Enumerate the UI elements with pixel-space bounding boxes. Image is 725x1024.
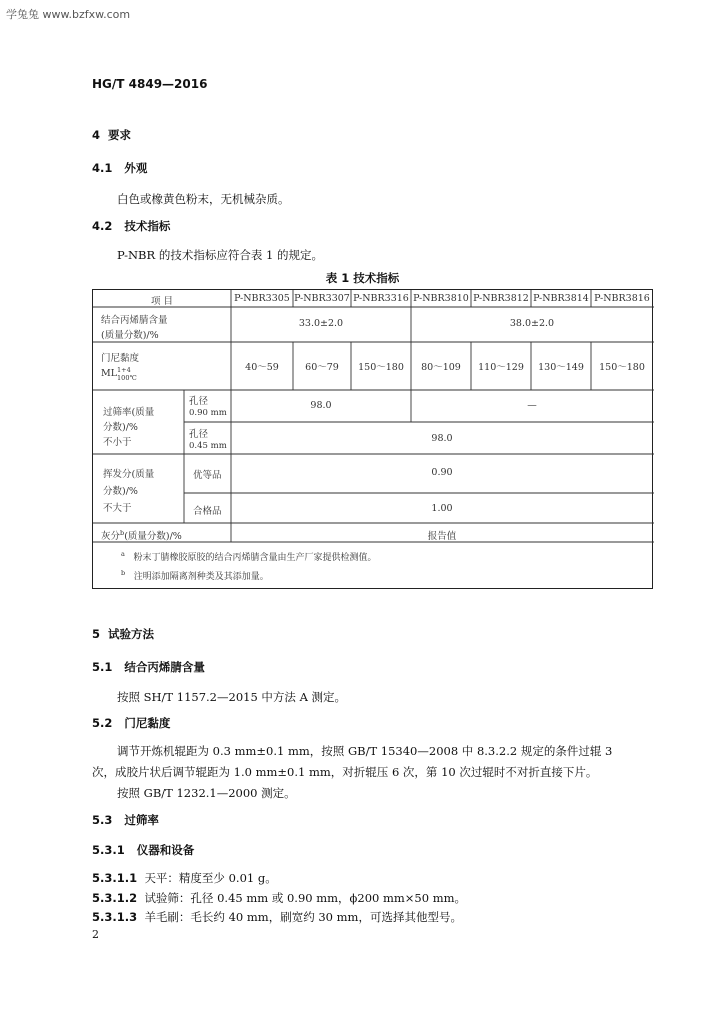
row-ash-label: 灰分$^b$(质量分数)/% — [101, 528, 182, 542]
technical-index-table — [92, 289, 653, 589]
sieve-sub1-label: 孔径 — [189, 396, 209, 407]
header-col-2: P-NBR3307 — [294, 293, 350, 304]
row-ash-value: 报告值 — [427, 531, 457, 542]
section-4-heading: 4 要求 — [92, 128, 132, 142]
section-5-3-1-3: 5.3.1.3 羊毛刷：毛长约 40 mm，刷宽约 30 mm，可选择其他型号。 — [92, 910, 462, 924]
mooney-col-3: 150～180 — [358, 362, 404, 373]
row-mooney-label: 门尼黏度 — [101, 353, 140, 364]
sieve-sub1-size: 0.90 mm — [189, 408, 227, 418]
mooney-col-1: 40～59 — [245, 362, 279, 373]
section-5-3-1-2: 5.3.1.2 试验筛：孔径 0.45 mm 或 0.90 mm，ϕ200 mm×50 mm。 — [92, 891, 467, 905]
section-5-3-heading: 5.3 过筛率 — [92, 813, 159, 827]
table-caption: 表 1 技术指标 — [325, 271, 400, 285]
section-4-1-heading: 4.1 外观 — [92, 161, 148, 175]
sieve-sub2-size: 0.45 mm — [189, 441, 227, 451]
volatile-sub2-grade: 合格品 — [193, 506, 222, 517]
row-sieve-label: 过筛率(质量 — [103, 407, 155, 418]
page-number: 2 — [92, 928, 99, 941]
row-acrylonitrile-label: 结合丙烯腈含量 — [101, 315, 168, 326]
watermark: 学兔兔 www.bzfxw.com — [6, 8, 131, 21]
sieve-sub2-label: 孔径 — [189, 429, 209, 440]
header-col-1: P-NBR3305 — [234, 293, 290, 304]
header-col-7: P-NBR3816 — [594, 293, 650, 304]
header-col-5: P-NBR3812 — [473, 293, 529, 304]
section-5-1-heading: 5.1 结合丙烯腈含量 — [92, 660, 205, 674]
volatile-sub1-value: 0.90 — [431, 467, 453, 478]
sieve-sub1-value-1: 98.0 — [310, 400, 332, 411]
row-volatile-unit: 分数)/% — [103, 486, 138, 497]
section-4-1-text: 白色或橡黄色粉末，无机械杂质。 — [117, 192, 290, 206]
header-item: 项 目 — [150, 296, 174, 307]
section-5-3-1-heading: 5.3.1 仪器和设备 — [92, 843, 195, 857]
section-5-heading: 5 试验方法 — [92, 627, 155, 641]
section-5-2-text-1: 调节开炼机辊距为 0.3 mm±0.1 mm，按照 GB/T 15340—2008 中 8.3.2.2 规定的条件过辊 3 — [117, 744, 613, 758]
mooney-col-2: 60～79 — [305, 362, 339, 373]
standard-number: HG/T 4849—2016 — [92, 77, 208, 91]
row-mooney-unit: ML 1+4 100℃ — [101, 366, 137, 382]
mooney-col-7: 150～180 — [599, 362, 645, 373]
table-note-a: $^a$ 粉末丁腈橡胶原胶的结合丙烯腈含量由生产厂家提供检测值。 — [121, 550, 377, 563]
header-col-3: P-NBR3316 — [353, 293, 409, 304]
volatile-sub1-grade: 优等品 — [193, 470, 222, 481]
sieve-sub1-value-2: — — [527, 400, 537, 411]
section-4-2-heading: 4.2 技术指标 — [92, 219, 171, 233]
section-5-2-text-2: 次，成胶片状后调节辊距为 1.0 mm±0.1 mm，对折辊压 6 次，第 10 次过辊时不对折直接下片。 — [92, 765, 598, 779]
mooney-col-5: 110～129 — [478, 362, 524, 373]
row-acrylonitrile-value-2: 38.0±2.0 — [509, 318, 555, 329]
row-volatile-limit: 不大于 — [103, 503, 132, 514]
row-sieve-limit: 不小于 — [103, 437, 132, 448]
mooney-col-6: 130～149 — [538, 362, 584, 373]
section-5-1-text: 按照 SH/T 1157.2—2015 中方法 A 测定。 — [117, 690, 347, 704]
mooney-col-4: 80～109 — [421, 362, 461, 373]
sieve-sub2-value: 98.0 — [431, 433, 453, 444]
section-5-3-1-1: 5.3.1.1 天平：精度至少 0.01 g。 — [92, 871, 277, 885]
row-acrylonitrile-value-1: 33.0±2.0 — [298, 318, 344, 329]
header-col-6: P-NBR3814 — [533, 293, 589, 304]
section-5-2-text-3: 按照 GB/T 1232.1—2000 测定。 — [117, 786, 296, 800]
row-acrylonitrile-unit: (质量分数)/% — [101, 330, 159, 341]
row-sieve-unit: 分数)/% — [103, 422, 138, 433]
table-note-b: $^b$ 注明添加隔离剂种类及其添加量。 — [121, 569, 269, 582]
volatile-sub2-value: 1.00 — [431, 503, 453, 514]
section-5-2-heading: 5.2 门尼黏度 — [92, 716, 171, 730]
section-4-2-text: P-NBR 的技术指标应符合表 1 的规定。 — [117, 248, 323, 262]
header-col-4: P-NBR3810 — [413, 293, 469, 304]
row-volatile-label: 挥发分(质量 — [103, 469, 155, 480]
